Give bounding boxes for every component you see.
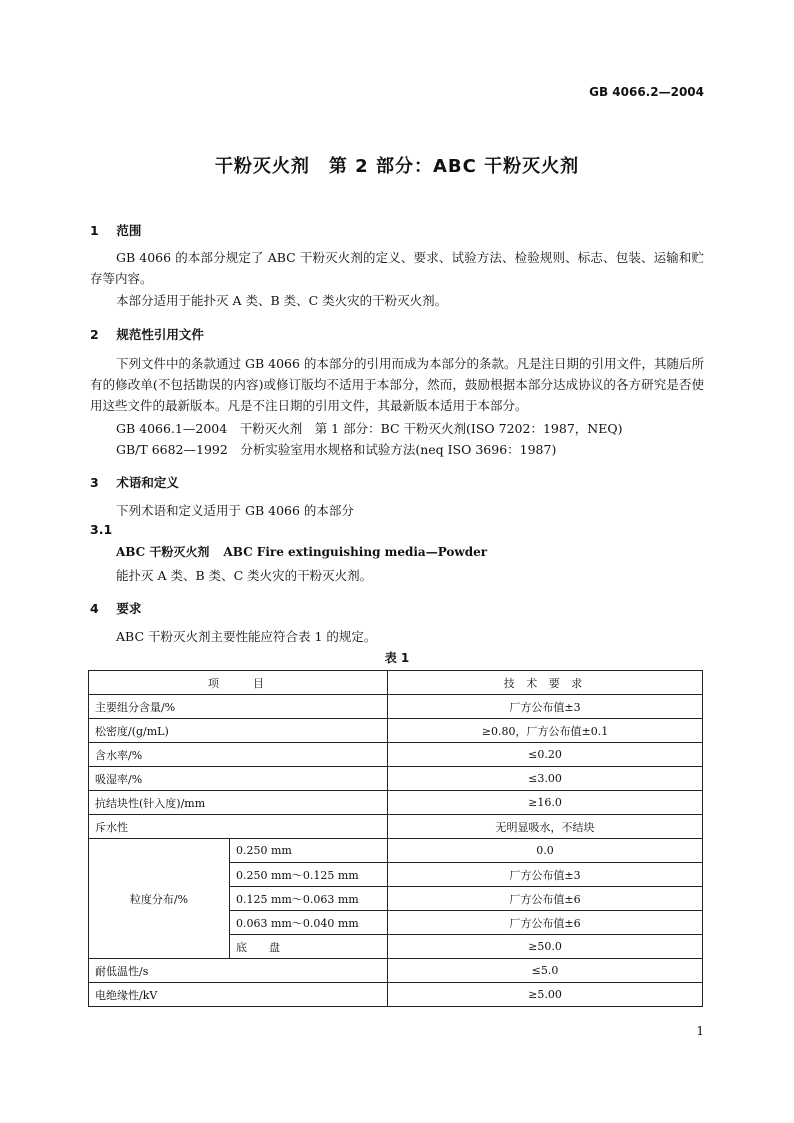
item-cell: 吸湿率/%: [89, 767, 388, 791]
term-number: 3.1: [90, 522, 113, 537]
requirement-cell: ≥50.0: [388, 935, 703, 959]
item-cell: 松密度/(g/mL): [89, 719, 388, 743]
term-definition: 能扑灭 A 类、B 类、C 类火灾的干粉灭火剂。: [116, 568, 373, 583]
requirement-cell: ≥5.00: [388, 983, 703, 1007]
section-title: 要求: [116, 601, 142, 616]
item-cell: 耐低温性/s: [89, 959, 388, 983]
range-cell: 0.125 mm～0.063 mm: [230, 887, 388, 911]
section-number: 4: [90, 601, 99, 616]
scope-paragraph-2: 本部分适用于能扑灭 A 类、B 类、C 类火灾的干粉灭火剂。: [116, 293, 448, 308]
reference-item-1: GB 4066.1—2004 干粉灭火剂 第 1 部分：BC 干粉灭火剂(ISO 7202：1987，NEQ): [116, 421, 623, 436]
terms-intro: 下列术语和定义适用于 GB 4066 的本部分: [116, 503, 354, 518]
section-4-heading: [90, 599, 141, 617]
section-number: 1: [90, 223, 99, 238]
range-cell: 0.250 mm: [230, 839, 388, 863]
table-row: [89, 839, 703, 863]
table-header-row: [89, 671, 703, 695]
standard-code: GB 4066.2—2004: [589, 85, 704, 99]
item-cell: 电绝缘性/kV: [89, 983, 388, 1007]
requirement-cell: 厂方公布值±6: [388, 911, 703, 935]
table-row: [89, 767, 703, 791]
table-row: [89, 959, 703, 983]
table-row: [89, 719, 703, 743]
requirement-cell: 无明显吸水，不结块: [388, 815, 703, 839]
references-paragraph: 下列文件中的条款通过 GB 4066 的本部分的引用而成为本部分的条款。凡是注日期的引用文件，其随后所有的修改单(不包括勘误的内容)或修订版均不适用于本部分，然而，鼓励根据本部分达成协议的各方研究是否使用这些文件的最新版本。凡是不注日期的引用文件，其最新版本适用于本部分。: [90, 356, 704, 413]
range-cell: 底 盘: [230, 935, 388, 959]
scope-paragraph-1: GB 4066 的本部分规定了 ABC 干粉灭火剂的定义、要求、试验方法、检验规则、标志、包装、运输和贮存等内容。: [90, 250, 704, 286]
item-cell: 斥水性: [89, 815, 388, 839]
table-row: [89, 791, 703, 815]
table-caption: 表 1: [384, 651, 410, 665]
section-number: 3: [90, 475, 99, 490]
item-cell: 抗结块性(针入度)/mm: [89, 791, 388, 815]
item-cell: 含水率/%: [89, 743, 388, 767]
range-cell: 0.250 mm～0.125 mm: [230, 863, 388, 887]
document-title: 干粉灭火剂 第 2 部分：ABC 干粉灭火剂: [214, 156, 580, 177]
section-3-heading: [90, 473, 179, 491]
requirements-table: [88, 670, 703, 1007]
page-number: 1: [696, 1024, 704, 1038]
section-title: 术语和定义: [116, 475, 179, 490]
table-row: [89, 983, 703, 1007]
section-title: 规范性引用文件: [116, 327, 204, 342]
section-2-heading: [90, 325, 204, 343]
term-english: ABC Fire extinguishing media—Powder: [223, 545, 488, 559]
requirement-cell: ≥0.80，厂方公布值±0.1: [388, 719, 703, 743]
term-chinese: ABC 干粉灭火剂: [116, 545, 210, 559]
section-1-heading: [90, 221, 141, 239]
requirements-intro: ABC 干粉灭火剂主要性能应符合表 1 的规定。: [116, 629, 377, 644]
requirement-cell: ≤0.20: [388, 743, 703, 767]
column-header-item: 项 目: [89, 671, 388, 695]
section-title: 范围: [116, 223, 142, 238]
item-cell: 主要组分含量/%: [89, 695, 388, 719]
requirement-cell: ≥16.0: [388, 791, 703, 815]
range-cell: 0.063 mm～0.040 mm: [230, 911, 388, 935]
table-row: [89, 695, 703, 719]
column-header-requirement: 技 术 要 求: [388, 671, 703, 695]
reference-item-2: GB/T 6682—1992 分析实验室用水规格和试验方法(neq ISO 3696：1987): [116, 442, 557, 457]
requirement-cell: 厂方公布值±6: [388, 887, 703, 911]
table-row: [89, 815, 703, 839]
section-number: 2: [90, 327, 99, 342]
requirement-cell: 厂方公布值±3: [388, 695, 703, 719]
requirement-cell: ≤3.00: [388, 767, 703, 791]
requirement-cell: 厂方公布值±3: [388, 863, 703, 887]
term-entry: [116, 543, 487, 560]
requirement-cell: ≤5.0: [388, 959, 703, 983]
granularity-label-cell: 粒度分布/%: [89, 839, 230, 959]
table-row: [89, 743, 703, 767]
requirement-cell: 0.0: [388, 839, 703, 863]
